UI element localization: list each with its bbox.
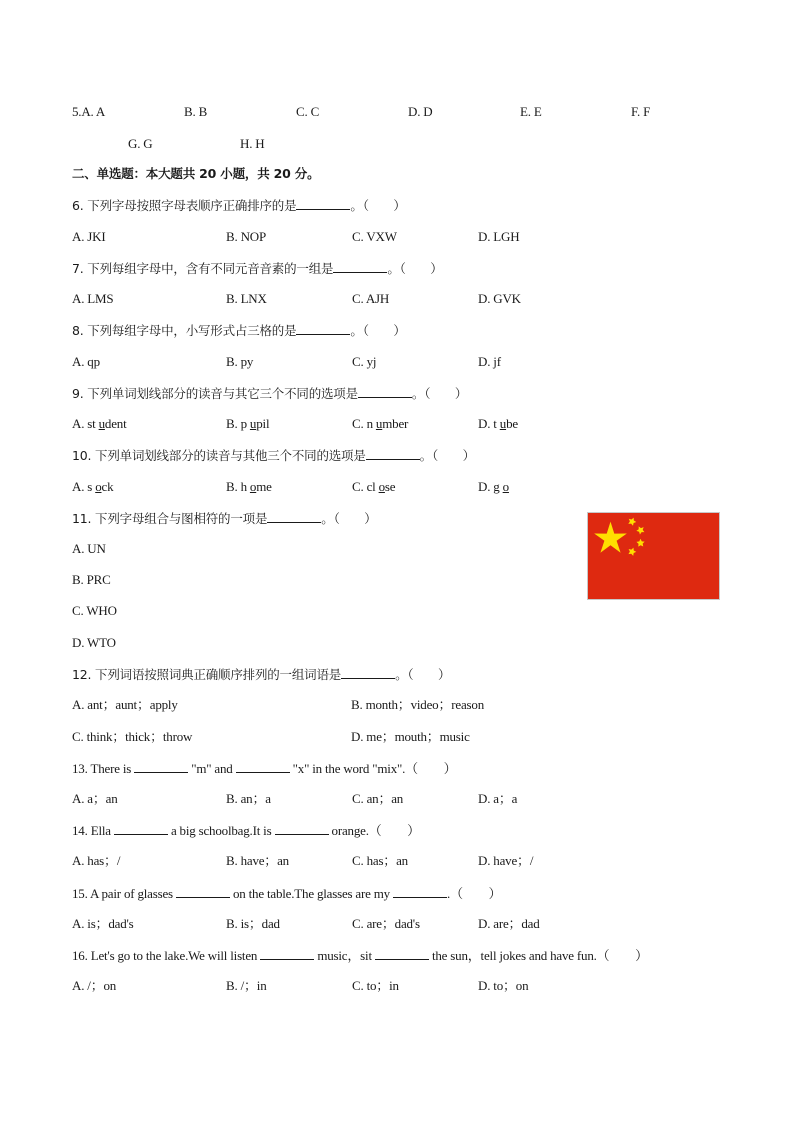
large-star	[594, 522, 627, 553]
question-15-stem	[72, 885, 501, 902]
answer-bracket: the sun，tell jokes and have fun.（ ）	[428, 948, 648, 963]
question-7-stem	[72, 260, 443, 277]
q6-option-b: B. NOP	[226, 229, 266, 244]
question-10-text: 10. 下列单词划线部分的读音与其他三个不同的选项是	[72, 448, 366, 463]
answer-bracket: "x" in the word "mix".（ ）	[289, 761, 457, 776]
q16-option-a: A. /；on	[72, 978, 117, 993]
q7-option-a: A. LMS	[72, 291, 114, 306]
q5-option-a: A. A	[81, 104, 106, 119]
answer-blank	[176, 885, 230, 898]
q14-option-b: B. have；an	[226, 853, 289, 868]
option-prefix: A. st	[72, 416, 99, 431]
option-prefix: D. t	[478, 416, 500, 431]
underlined-letter: u	[98, 416, 105, 431]
q16-option-c: C. to；in	[352, 978, 399, 993]
question-12-stem	[72, 666, 450, 683]
q9-option-a	[72, 416, 127, 432]
q11-option-a: A. UN	[72, 541, 106, 556]
q5-num: 5.	[72, 104, 82, 119]
section-heading: 二、单选题：本大题共 20 小题，共 20 分。	[72, 166, 320, 181]
option-prefix: A. s	[72, 479, 96, 494]
option-prefix: C. n	[352, 416, 376, 431]
q12-option-a: A. ant；aunt；apply	[72, 697, 178, 712]
option-prefix: D. g	[478, 479, 503, 494]
q10-option-b	[226, 479, 272, 495]
q6-option-a: A. JKI	[72, 229, 106, 244]
q8-option-a: A. qp	[72, 354, 100, 369]
option-suffix: me	[256, 479, 272, 494]
q5-option-g: G. G	[128, 136, 153, 151]
question-9-stem	[72, 385, 467, 402]
q5-option-h: H. H	[240, 136, 265, 151]
answer-blank	[358, 385, 412, 398]
answer-bracket: 。（ ）	[411, 386, 468, 401]
q10-option-d	[478, 479, 509, 495]
option-suffix: se	[384, 479, 396, 494]
question-10-stem	[72, 447, 475, 464]
q11-option-c: C. WHO	[72, 603, 117, 618]
question-13-stem	[72, 760, 456, 777]
answer-blank	[366, 447, 420, 460]
question-8-stem	[72, 322, 406, 339]
question-15-text: 15. A pair of glasses	[72, 886, 176, 901]
q16-option-d: D. to；on	[478, 978, 529, 993]
answer-blank	[275, 822, 329, 835]
question-6-stem	[72, 197, 406, 214]
question-16-stem	[72, 947, 648, 964]
small-star	[627, 546, 637, 556]
q15-option-b: B. is；dad	[226, 916, 280, 931]
answer-blank	[114, 822, 168, 835]
question-9-text: 9. 下列单词划线部分的读音与其它三个不同的选项是	[72, 386, 358, 401]
q9-option-b	[226, 416, 269, 432]
q15-option-d: D. are；dad	[478, 916, 540, 931]
q7-option-c: C. AJH	[352, 291, 390, 306]
q12-option-d: D. me；mouth；music	[351, 729, 470, 744]
q13-option-b: B. an；a	[226, 791, 271, 806]
answer-blank	[267, 510, 321, 523]
q13-option-c: C. an；an	[352, 791, 404, 806]
q14-option-c: C. has；an	[352, 853, 408, 868]
q11-option-d: D. WTO	[72, 635, 116, 650]
china-flag-image	[587, 512, 720, 600]
answer-blank	[260, 947, 314, 960]
q7-option-d: D. GVK	[478, 291, 521, 306]
answer-blank	[341, 666, 395, 679]
small-star	[635, 524, 646, 535]
q10-option-a	[72, 479, 113, 495]
question-13-text-mid: "m" and	[188, 761, 236, 776]
q5-option-e: E. E	[520, 104, 542, 119]
q15-option-a: A. is；dad's	[72, 916, 134, 931]
option-prefix: B. p	[226, 416, 250, 431]
underlined-letter: u	[249, 416, 257, 431]
question-8-text: 8. 下列每组字母中，小写形式占三格的是	[72, 323, 297, 338]
q9-option-c	[352, 416, 408, 432]
q8-option-d: D. jf	[478, 354, 501, 369]
question-14-stem	[72, 822, 420, 839]
question-11-text: 11. 下列字母组合与图相符的一项是	[72, 511, 268, 526]
answer-bracket: .（ ）	[447, 886, 502, 901]
question-16-text: 16. Let's go to the lake.We will listen	[72, 948, 261, 963]
answer-bracket: 。（ ）	[387, 261, 443, 276]
q5-option-f: F. F	[631, 104, 651, 119]
option-suffix: be	[506, 416, 518, 431]
option-prefix: C. cl	[352, 479, 379, 494]
q10-option-c	[352, 479, 395, 495]
underlined-letter: o	[502, 479, 509, 494]
answer-blank	[296, 322, 350, 335]
option-suffix: dent	[104, 416, 127, 431]
question-16-text-mid: music，sit	[314, 948, 375, 963]
underlined-letter: o	[249, 479, 257, 494]
q8-option-b: B. py	[226, 354, 254, 369]
question-14-text: 14. Ella	[72, 823, 114, 838]
q14-option-d: D. have；/	[478, 853, 534, 868]
question-7-text: 7. 下列每组字母中，含有不同元音音素的一组是	[72, 261, 334, 276]
answer-bracket: 。（ ）	[395, 667, 451, 682]
option-suffix: mber	[382, 416, 409, 431]
q13-option-d: D. a；a	[478, 791, 518, 806]
q9-option-d	[478, 416, 518, 432]
question-15-text-mid: on the table.The glasses are my	[229, 886, 394, 901]
q5-option-d: D. D	[408, 104, 433, 119]
answer-blank	[393, 885, 447, 898]
answer-blank	[296, 197, 350, 210]
small-star	[627, 516, 638, 526]
q12-option-c: C. think；thick；throw	[72, 729, 193, 744]
question-11-stem	[72, 510, 377, 527]
q14-option-a: A. has；/	[72, 853, 121, 868]
q13-option-a: A. a；an	[72, 791, 118, 806]
q6-option-d: D. LGH	[478, 229, 520, 244]
q5-row-1	[72, 104, 105, 120]
q12-option-b: B. month；video；reason	[351, 697, 485, 712]
underlined-letter: o	[95, 479, 102, 494]
q6-option-c: C. VXW	[352, 229, 397, 244]
answer-bracket: 。（ ）	[419, 448, 475, 463]
underlined-letter: u	[375, 416, 383, 431]
answer-blank	[375, 947, 429, 960]
answer-bracket: orange.（ ）	[328, 823, 420, 838]
answer-bracket: 。（ ）	[321, 511, 377, 526]
q16-option-b: B. /；in	[226, 978, 267, 993]
underlined-letter: o	[378, 479, 385, 494]
q7-option-b: B. LNX	[226, 291, 267, 306]
question-12-text: 12. 下列词语按照词典正确顺序排列的一组词语是	[72, 667, 342, 682]
q8-option-c: C. yj	[352, 354, 377, 369]
answer-blank	[333, 260, 387, 273]
answer-bracket: 。（ ）	[350, 323, 406, 338]
option-suffix: ck	[101, 479, 114, 494]
q15-option-c: C. are；dad's	[352, 916, 420, 931]
q11-option-b: B. PRC	[72, 572, 111, 587]
answer-blank	[134, 760, 188, 773]
question-14-text-mid: a big schoolbag.It is	[167, 823, 275, 838]
answer-bracket: 。（ ）	[350, 198, 406, 213]
option-prefix: B. h	[226, 479, 250, 494]
answer-blank	[236, 760, 290, 773]
small-star	[636, 538, 646, 548]
q5-option-b: B. B	[184, 104, 208, 119]
flag-stars-icon	[588, 513, 719, 599]
question-13-text: 13. There is	[72, 761, 135, 776]
underlined-letter: u	[499, 416, 507, 431]
q5-option-c: C. C	[296, 104, 320, 119]
question-6-text: 6. 下列字母按照字母表顺序正确排序的是	[72, 198, 297, 213]
option-suffix: pil	[256, 416, 270, 431]
